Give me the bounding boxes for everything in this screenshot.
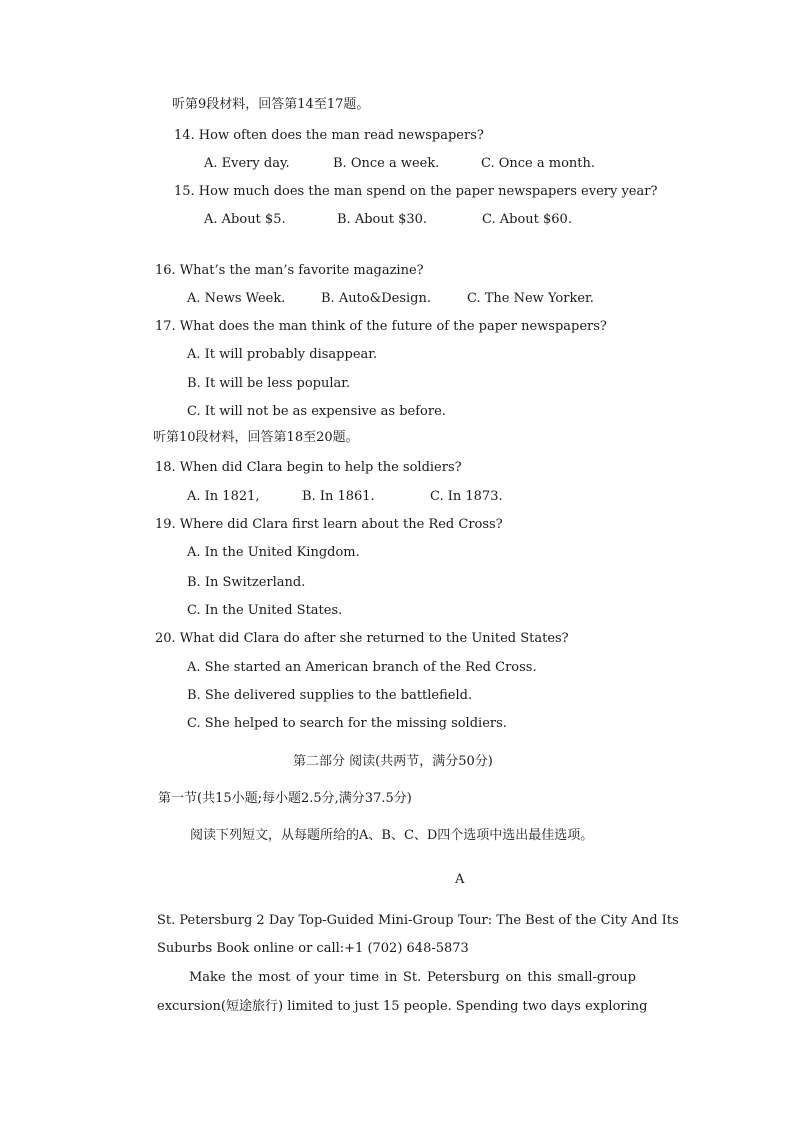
q19-option-c: C. In the United States.: [187, 603, 343, 618]
question-14: 14. How often does the man read newspapers?: [174, 128, 484, 143]
q17-option-b: B. It will be less popular.: [187, 376, 351, 391]
q20-option-a: A. She started an American branch of the Red Cross.: [187, 660, 537, 675]
passage-title-line-2: Suburbs Book online or call:+1 (702) 648-5873: [157, 941, 469, 956]
q18-option-b: B. In 1861.: [302, 489, 375, 504]
question-16: 16. What’s the man’s favorite magazine?: [155, 263, 424, 278]
q15-option-a: A. About $5.: [204, 212, 286, 227]
q17-option-a: A. It will probably disappear.: [187, 347, 378, 362]
question-20: 20. What did Clara do after she returned to the United States?: [155, 631, 569, 646]
q16-option-b: B. Auto&Design.: [321, 291, 431, 306]
question-19: 19. Where did Clara first learn about the Red Cross?: [155, 517, 503, 532]
q15-option-b: B. About $30.: [337, 212, 428, 227]
q20-option-b: B. She delivered supplies to the battlefield.: [187, 688, 473, 703]
passage-letter: A: [455, 872, 465, 887]
question-18: 18. When did Clara begin to help the soldiers?: [155, 460, 462, 475]
question-17: 17. What does the man think of the future of the paper newspapers?: [155, 319, 607, 334]
question-15: 15. How much does the man spend on the paper newspapers every year?: [174, 184, 658, 199]
q16-option-c: C. The New Yorker.: [467, 291, 594, 306]
section-one-heading: 第一节(共15小题;每小题2.5分,满分37.5分): [158, 791, 412, 806]
q19-option-a: A. In the United Kingdom.: [187, 545, 360, 560]
section-intro-10: 听第10段材料，回答第18至20题。: [153, 430, 359, 445]
passage-paragraph-line-2: excursion(短途旅行) limited to just 15 people. Spending two days exploring: [157, 999, 648, 1014]
q14-option-a: A. Every day.: [204, 156, 290, 171]
q15-option-c: C. About $60.: [482, 212, 572, 227]
q17-option-c: C. It will not be as expensive as before.: [187, 404, 446, 419]
passage-paragraph-line-1: Make the most of your time in St. Petersburg on this small-group: [189, 970, 636, 985]
q18-option-c: C. In 1873.: [430, 489, 503, 504]
q19-option-b: B. In Switzerland.: [187, 575, 306, 590]
q14-option-b: B. Once a week.: [333, 156, 440, 171]
passage-title-line-1: St. Petersburg 2 Day Top-Guided Mini-Group Tour: The Best of the City And Its: [157, 913, 679, 928]
q18-option-a: A. In 1821,: [187, 489, 260, 504]
q16-option-a: A. News Week.: [187, 291, 286, 306]
q14-option-c: C. Once a month.: [481, 156, 596, 171]
section-intro-9: 听第9段材料，回答第14至17题。: [172, 97, 370, 112]
q20-option-c: C. She helped to search for the missing soldiers.: [187, 716, 507, 731]
reading-instruction: 阅读下列短文，从每题所给的A、B、C、D四个选项中选出最佳选项。: [190, 828, 594, 843]
part-two-heading: 第二部分 阅读(共两节，满分50分): [293, 754, 493, 769]
